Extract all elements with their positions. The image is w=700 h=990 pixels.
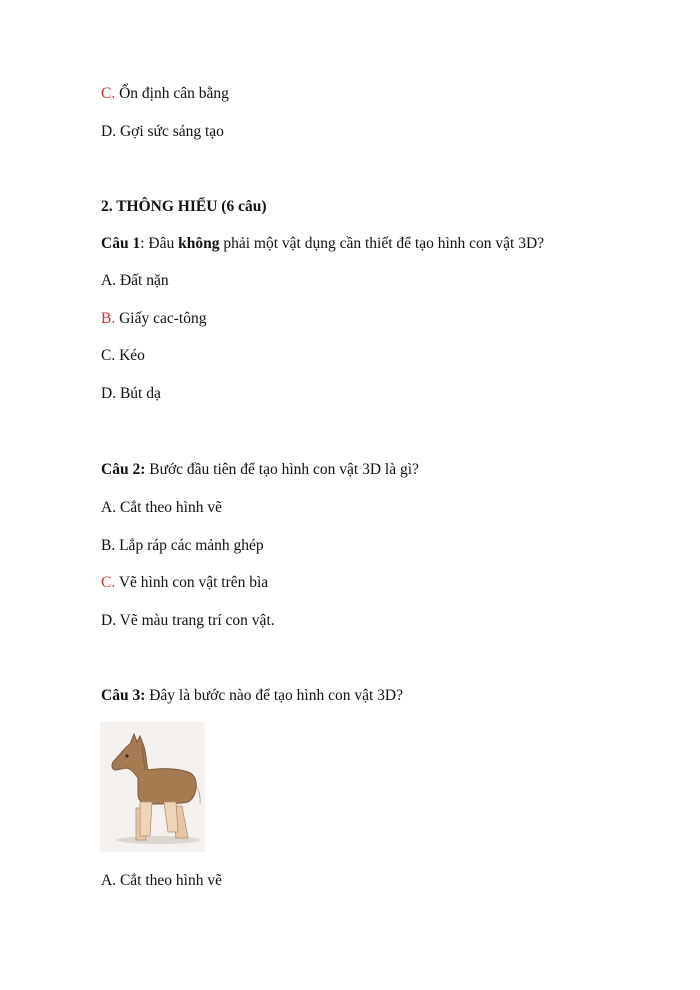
- intro-option-c: [101, 84, 229, 104]
- option-letter: C.: [101, 85, 116, 102]
- question-1: [101, 234, 544, 254]
- option-letter: A.: [101, 272, 117, 289]
- q1-option-d: [101, 384, 161, 404]
- question-emphasis: không: [178, 235, 220, 252]
- option-text: Giấy cac-tông: [115, 310, 207, 327]
- q1-option-b: [101, 309, 206, 329]
- question-text-after: phải một vật dụng cần thiết để tạo hình con vật 3D?: [219, 235, 545, 252]
- q1-option-c: [101, 346, 145, 366]
- option-letter: D.: [101, 385, 117, 402]
- section-heading: 2. THÔNG HIỂU (6 câu): [101, 198, 267, 215]
- question-2: [101, 460, 419, 480]
- option-text: Ổn định cân bằng: [115, 85, 229, 102]
- q3-option-a: [101, 871, 222, 891]
- q1-option-a: [101, 271, 169, 291]
- option-letter: B.: [101, 310, 116, 327]
- q2-option-b: [101, 536, 264, 556]
- option-text: Lắp ráp các mảnh ghép: [115, 537, 264, 554]
- intro-option-d: [101, 122, 224, 142]
- option-letter: C.: [101, 574, 116, 591]
- option-text: Gợi sức sáng tạo: [116, 123, 224, 140]
- option-letter: D.: [101, 123, 117, 140]
- q2-option-c: [101, 573, 268, 593]
- cardboard-horse-image: [100, 722, 205, 852]
- question-label: Câu 3:: [101, 687, 146, 704]
- question-text-before: Đâu: [148, 235, 179, 252]
- question-text: Đây là bước nào để tạo hình con vật 3D?: [145, 687, 403, 704]
- option-letter: C.: [101, 347, 116, 364]
- cardboard-horse-illustration: [100, 722, 205, 852]
- option-text: Bút dạ: [116, 385, 161, 402]
- option-letter: A.: [101, 499, 117, 516]
- question-label: Câu 2:: [101, 461, 146, 478]
- q2-option-d: [101, 611, 275, 631]
- option-text: Kéo: [115, 347, 145, 364]
- question-label: Câu 1: [101, 235, 141, 252]
- option-text: Cắt theo hình vẽ: [116, 499, 222, 516]
- q2-option-a: [101, 498, 222, 518]
- question-text: Bước đầu tiên để tạo hình con vật 3D là gì?: [145, 461, 419, 478]
- question-3: [101, 686, 403, 706]
- option-letter: A.: [101, 872, 117, 889]
- question-sep: :: [140, 235, 149, 252]
- option-text: Đất nặn: [116, 272, 169, 289]
- option-letter: B.: [101, 537, 116, 554]
- option-text: Vẽ hình con vật trên bìa: [115, 574, 269, 591]
- option-letter: D.: [101, 612, 117, 629]
- option-text: Cắt theo hình vẽ: [116, 872, 222, 889]
- option-text: Vẽ màu trang trí con vật.: [116, 612, 275, 629]
